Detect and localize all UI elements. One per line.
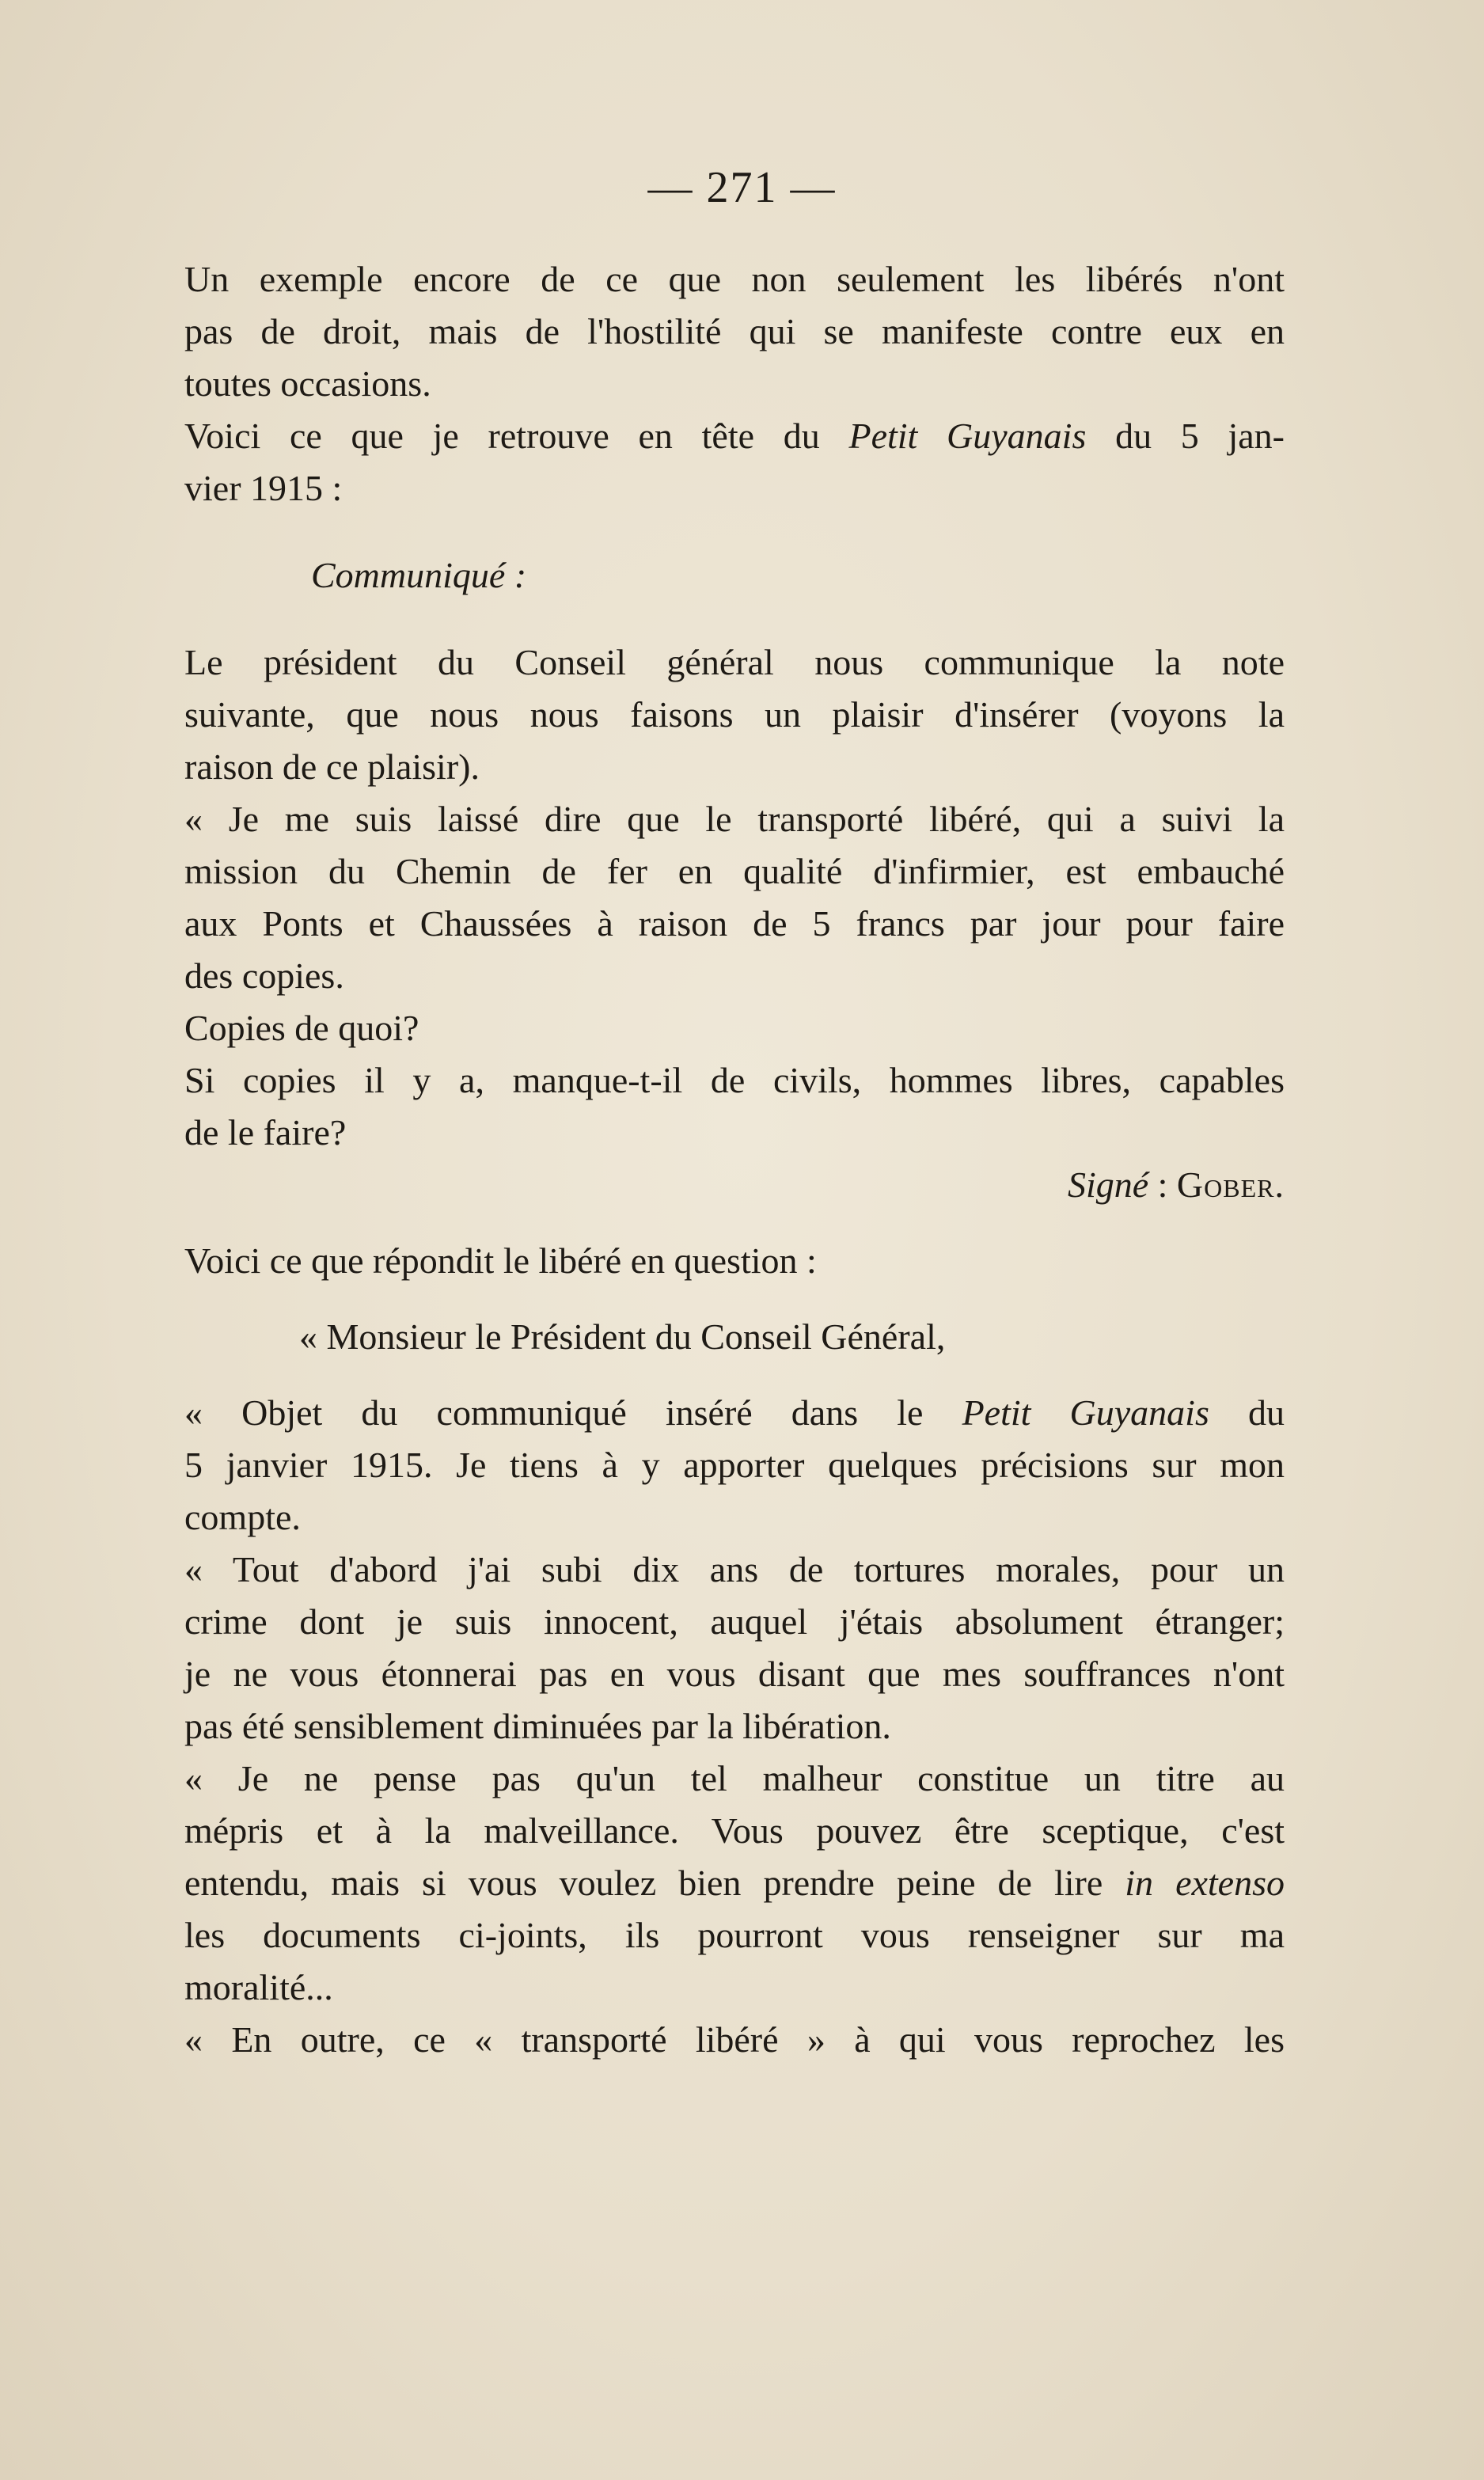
communique-heading: Communiqué : (311, 555, 527, 595)
text-span: entendu, mais si vous voulez bien prendre peine de lire (184, 1863, 1125, 1903)
signature-label: Signé (1067, 1164, 1149, 1205)
body-text (184, 253, 1285, 2066)
text-line: toutes occasions. (184, 363, 431, 404)
text-line: mépris et à la malveillance. Vous pouvez être sceptique, c'est (184, 1810, 1285, 1851)
text-line: des copies. (184, 955, 344, 996)
text-span: du 5 jan- (1086, 416, 1285, 456)
text-line: raison de ce plaisir). (184, 746, 480, 787)
text-line: de le faire? (184, 1112, 347, 1153)
text-line: je ne vous étonnerai pas en vous disant que mes souffrances n'ont (184, 1654, 1285, 1694)
text-line (184, 1387, 1285, 1439)
text-line: « Je me suis laissé dire que le transporté libéré, qui a suivi la (184, 799, 1285, 839)
newspaper-title: Petit Guyanais (962, 1392, 1209, 1433)
text-line (184, 1857, 1285, 1909)
text-line: les documents ci-joints, ils pourront vous renseigner sur ma (184, 1915, 1285, 1955)
text-line: suivante, que nous nous faisons un plaisir d'insérer (voyons la (184, 694, 1285, 735)
text-line: Le président du Conseil général nous communique la note (184, 642, 1285, 682)
text-line: aux Ponts et Chaussées à raison de 5 francs par jour pour faire (184, 903, 1285, 944)
paragraph (184, 636, 1285, 793)
paragraph (184, 1544, 1285, 1753)
text-line: 5 janvier 1915. Je tiens à y apporter quelques précisions sur mon (184, 1445, 1285, 1485)
paragraph (184, 2014, 1285, 2066)
text-line: moralité... (184, 1967, 333, 2007)
text-span: du (1209, 1392, 1285, 1433)
text-line: Un exemple encore de ce que non seulement les libérés n'ont (184, 259, 1285, 299)
paragraph (184, 793, 1285, 1002)
text-line: pas de droit, mais de l'hostilité qui se manifeste contre eux en (184, 311, 1285, 351)
text-line: mission du Chemin de fer en qualité d'infirmier, est embauché (184, 851, 1285, 891)
paragraph (184, 253, 1285, 410)
text-line: « Je ne pense pas qu'un tel malheur constitue un titre au (184, 1758, 1285, 1798)
italic-phrase: in extenso (1125, 1863, 1285, 1903)
paragraph (184, 1753, 1285, 2014)
text-line: Copies de quoi? (184, 1008, 419, 1048)
text-line: « Tout d'abord j'ai subi dix ans de tortures morales, pour un (184, 1549, 1285, 1589)
letter-salutation: « Monsieur le Président du Conseil Général, (299, 1316, 946, 1357)
text-line: « En outre, ce « transporté libéré » à qui vous reprochez les (184, 2019, 1285, 2060)
text-line: pas été sensiblement diminuées par la libération. (184, 1706, 891, 1746)
signature (184, 1159, 1285, 1211)
paragraph (184, 1235, 1285, 1287)
text-line: vier 1915 : (184, 468, 343, 508)
newspaper-title: Petit Guyanais (848, 416, 1087, 456)
text-span: « Objet du communiqué inséré dans le (184, 1392, 962, 1433)
paragraph (184, 410, 1285, 515)
paragraph (184, 1054, 1285, 1159)
text-line (184, 410, 1285, 462)
paragraph (184, 1387, 1285, 1544)
text-line: compte. (184, 1497, 301, 1537)
signature-separator: : (1148, 1164, 1177, 1205)
text-line: crime dont je suis innocent, auquel j'étais absolument étranger; (184, 1601, 1285, 1642)
paragraph (184, 1002, 1285, 1054)
text-span: Voici ce que je retrouve en tête du (184, 416, 849, 456)
text-line: Si copies il y a, manque-t-il de civils, hommes libres, capables (184, 1060, 1285, 1100)
text-line: Voici ce que répondit le libéré en question : (184, 1240, 817, 1281)
page-number: — 271 — (647, 163, 837, 212)
signature-name: Gober. (1176, 1164, 1285, 1205)
